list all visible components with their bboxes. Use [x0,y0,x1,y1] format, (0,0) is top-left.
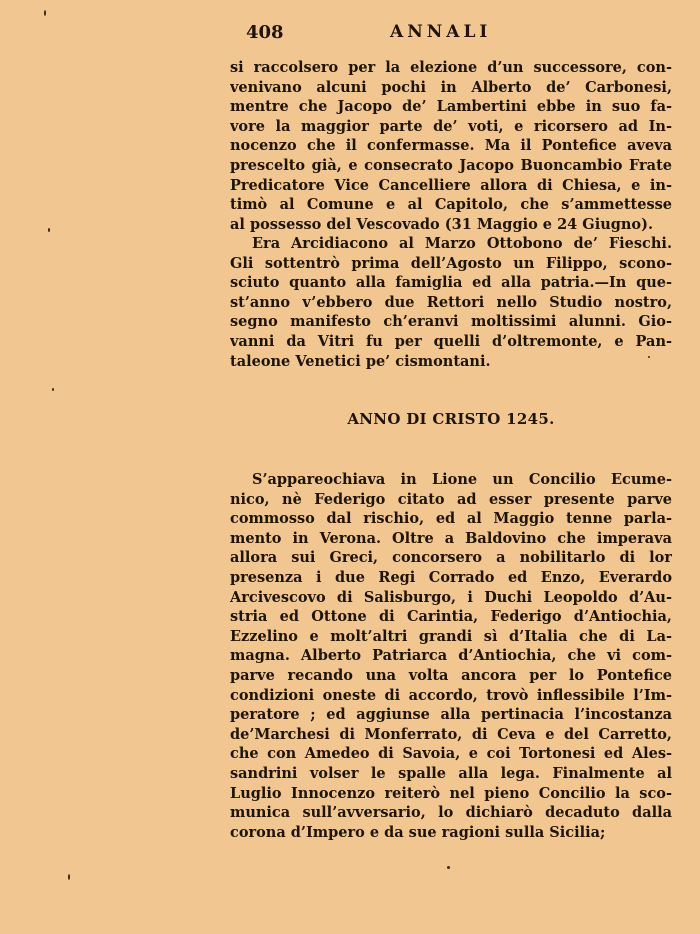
text-line: timò al Comune e al Capitolo, che s’ammettesse [230,196,672,214]
paper-speck [68,874,70,880]
text-line: commosso dal rischio, ed al Maggio tenne parla- [230,510,672,528]
page-header [230,22,610,46]
paper-speck [48,228,50,232]
paper-speck [648,356,650,358]
text-line: S’appareochiava in Lione un Concilio Ecume- [252,471,672,488]
page-number: 408 [246,22,284,43]
paragraph-3 [230,470,672,842]
text-line: nico, nè Federigo citato ad esser presente parve [230,490,672,508]
text-line: Arcivescovo di Salisburgo, i Duchi Leopoldo d’Au- [230,588,672,606]
text-line: peratore ; ed aggiunse alla pertinacia l’incostanza [230,706,672,724]
paper-speck [52,388,54,391]
text-line: mentre che Jacopo de’ Lambertini ebbe in suo fa- [230,98,672,116]
text-line: de’Marchesi di Monferrato, di Ceva e del Carretto, [230,725,672,743]
text-line: Era Arcidiacono al Marzo Ottobono de’ Fieschi. [252,235,672,252]
text-line: vanni da Vitri fu per quelli d’oltremonte, e Pan- [230,332,672,350]
text-line: condizioni oneste di accordo, trovò inflessibile l’Im- [230,686,672,704]
text-line: sandrini volser le spalle alla lega. Finalmente al [230,764,672,782]
paper-speck [44,10,46,16]
text-line: magna. Alberto Patriarca d’Antiochia, che vi com- [230,647,672,665]
year-heading: ANNO DI CRISTO 1245. [347,410,555,428]
text-line: parve recando una volta ancora per lo Pontefice [230,666,672,684]
text-line: mento in Verona. Oltre a Baldovino che imperava [230,529,672,547]
text-line: nocenzo che il confermasse. Ma il Pontefice aveva [230,137,672,155]
text-line: Luglio Innocenzo reiterò nel pieno Concilio la sco- [230,784,672,802]
text-line: Ezzelino e molt’altri grandi sì d’Italia che di La- [230,627,672,645]
text-line: allora sui Greci, concorsero a nobilitarlo di lor [230,549,672,567]
text-line: st’anno v’ebbero due Rettori nello Studio nostro, [230,293,672,311]
text-line: vore la maggior parte de’ voti, e ricorsero ad In- [230,117,672,135]
text-line: prescelto già, e consecrato Jacopo Buoncambio Frate [230,156,672,174]
text-line: venivano alcuni pochi in Alberto de’ Carbonesi, [230,78,672,96]
text-line: corona d’Impero e da sue ragioni sulla Sicilia; [230,823,606,841]
text-line: al possesso del Vescovado (31 Maggio e 24 Giugno). [230,215,653,233]
text-line: segno manifesto ch’eranvi moltissimi alunni. Gio- [230,313,672,331]
paragraph-2 [230,234,672,371]
text-line: Gli sottentrò prima dell’Agosto un Filippo, scono- [230,254,672,272]
text-line: taleone Venetici pe’ cismontani. [230,352,491,370]
text-line: Predicatore Vice Cancelliere allora di Chiesa, e in- [230,176,672,194]
text-line: sciuto quanto alla famiglia ed alla patria.—In que- [230,274,672,292]
paragraph-1 [230,58,672,234]
text-line: stria ed Ottone di Carintia, Federigo d’Antiochia, [230,608,672,626]
text-line: munica sull’avversario, lo dichiarò decaduto dalla [230,804,672,822]
text-line: presenza i due Regi Corrado ed Enzo, Everardo [230,568,672,586]
text-line: che con Amedeo di Savoia, e coi Tortonesi ed Ales- [230,745,672,763]
text-line: si raccolsero per la elezione d’un successore, con- [230,59,672,76]
running-title: ANNALI [390,22,492,42]
paper-speck [447,866,450,869]
